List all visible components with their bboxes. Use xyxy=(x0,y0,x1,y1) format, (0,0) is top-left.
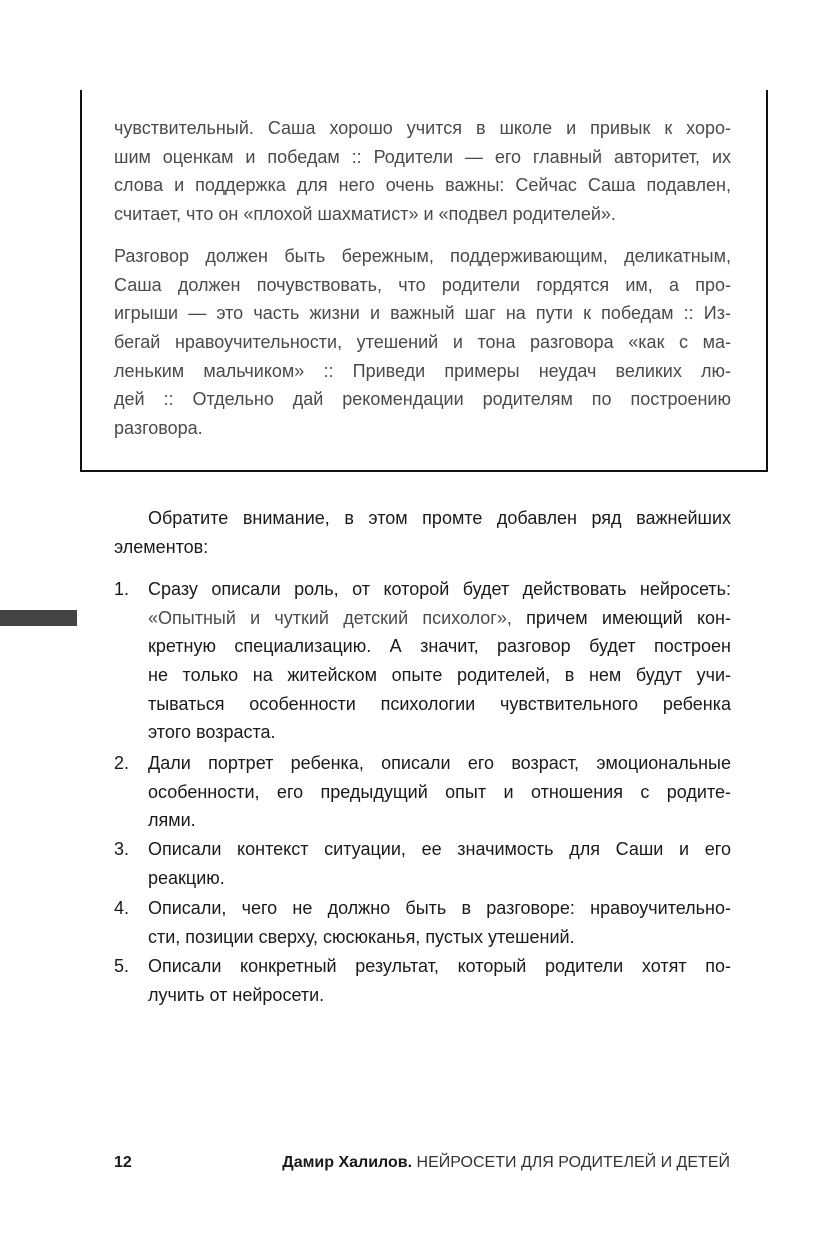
chapter-tab-marker xyxy=(0,610,77,626)
text-line: разговора. xyxy=(114,418,203,439)
list-number: 5. xyxy=(114,956,130,976)
text-line: считает, что он «плохой шахматист» и «подвел родителей». xyxy=(114,204,616,225)
list-number: 4. xyxy=(114,898,130,918)
running-header xyxy=(282,1154,730,1172)
prompt-paragraph xyxy=(114,242,731,443)
text-line: Описали контекст ситуации, ее значимость для Саши и его xyxy=(148,839,731,859)
text-line: не только на житейском опыте родителей, в нем будут учи- xyxy=(148,665,731,686)
text-line: дей :: Отдельно дай рекомендации родителям по построению xyxy=(114,389,731,410)
text-line: леньким мальчиком» :: Приведи примеры неудач великих лю- xyxy=(114,360,731,381)
text-segment: причем имеющий кон- xyxy=(511,607,731,628)
text-line: лями. xyxy=(148,810,196,831)
text-line: особенности, его предыдущий опыт и отношения с родите- xyxy=(148,781,731,802)
text-line: Сразу описали роль, от которой будет действовать нейросеть: xyxy=(148,579,731,599)
text-line: Дали портрет ребенка, описали его возраст, эмоциональные xyxy=(148,753,731,773)
intro-paragraph xyxy=(114,504,731,561)
text-line: элементов: xyxy=(114,536,209,557)
text-line: чувствительный. Саша хорошо учится в школе и привык к хоро- xyxy=(114,118,731,138)
text-segment: «Опытный и чуткий детский психолог», xyxy=(148,607,512,628)
list-item xyxy=(148,835,731,892)
text-line: Саша должен почувствовать, что родители гордятся им, а про- xyxy=(114,274,731,295)
text-line: Описали конкретный результат, который родители хотят по- xyxy=(148,956,731,976)
text-line: лучить от нейросети. xyxy=(148,984,325,1005)
text-line: сти, позиции сверху, сюсюканья, пустых утешений. xyxy=(148,926,575,947)
text-line: слова и поддержка для него очень важны: Сейчас Саша подавлен, xyxy=(114,175,731,196)
text-line: бегай нравоучительности, утешений и тона разговора «как с ма- xyxy=(114,332,731,353)
book-title: НЕЙРОСЕТИ ДЛЯ РОДИТЕЛЕЙ И ДЕТЕЙ xyxy=(412,1154,730,1171)
text-line xyxy=(148,604,731,633)
text-line: Описали, чего не должно быть в разговоре: нравоучительно- xyxy=(148,898,731,918)
list-number: 2. xyxy=(114,753,130,773)
text-line: шим оценкам и победам :: Родители — его главный авторитет, их xyxy=(114,146,731,167)
list-item xyxy=(148,575,731,747)
page-number: 12 xyxy=(114,1154,132,1171)
list-item xyxy=(148,894,731,951)
list-number: 1. xyxy=(114,579,130,599)
text-line: Разговор должен быть бережным, поддерживающим, деликатным, xyxy=(114,246,731,266)
text-line: реакцию. xyxy=(148,867,225,888)
text-line: тываться особенности психологии чувствительного ребенка xyxy=(148,693,731,714)
text-line: этого возраста. xyxy=(148,722,276,743)
author-name: Дамир Халилов. xyxy=(282,1154,413,1171)
prompt-paragraph xyxy=(114,114,731,229)
list-item xyxy=(148,952,731,1009)
text-line: кретную специализацию. А значит, разговор будет построен xyxy=(148,636,731,657)
text-line: игрыши — это часть жизни и важный шаг на пути к победам :: Из- xyxy=(114,303,731,324)
list-item xyxy=(148,749,731,835)
text-line: Обратите внимание, в этом промте добавлен ряд важнейших xyxy=(148,508,731,528)
list-number: 3. xyxy=(114,839,130,859)
